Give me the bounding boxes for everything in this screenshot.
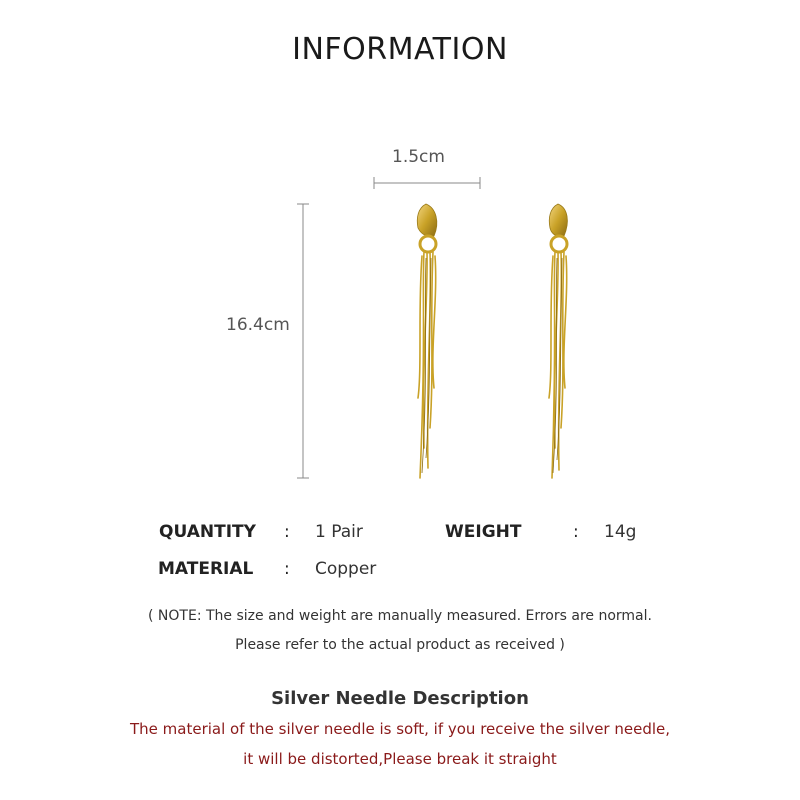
silver-needle-line-2: it will be distorted,Please break it straight [243,750,557,768]
silver-needle-line-1: The material of the silver needle is soft, if you receive the silver needle, [129,720,671,738]
note-line-1: ( NOTE: The size and weight are manually measured. Errors are normal. [148,608,652,624]
earring-right-image [530,198,590,483]
quantity-value: 1 Pair [315,522,363,542]
width-dimension-label: 1.5cm [392,147,445,167]
material-separator: : [284,559,290,579]
earring-left-image [400,198,460,483]
material-label: MATERIAL [158,559,254,579]
quantity-separator: : [284,522,290,542]
silver-needle-title: Silver Needle Description [271,688,529,709]
weight-label: WEIGHT [445,522,522,542]
weight-separator: : [573,522,579,542]
page-title: INFORMATION [292,32,508,67]
width-dimension-line [370,174,484,192]
height-dimension-line [294,200,312,482]
height-dimension-label: 16.4cm [226,315,290,335]
note-line-2: Please refer to the actual product as received ) [235,637,565,653]
weight-value: 14g [604,522,637,542]
material-value: Copper [315,559,377,579]
quantity-label: QUANTITY [159,522,256,542]
